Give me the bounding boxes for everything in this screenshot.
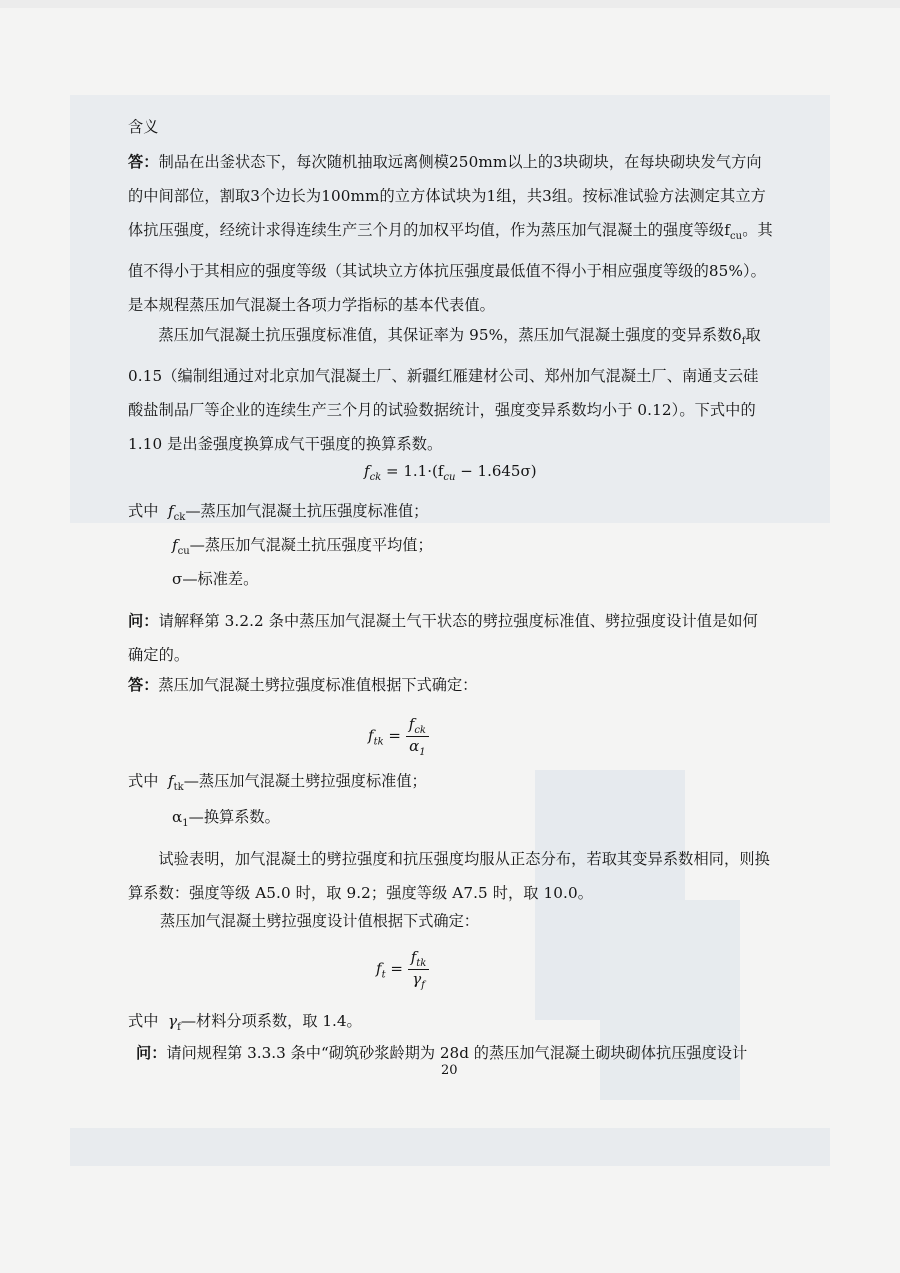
symbol-fck: f: [168, 502, 174, 520]
paragraph-3: 试验表明，加气混凝土的劈拉强度和抗压强度均服从正态分布，若取其变异系数相同，则换算系数：强度等级 A5.0 时，取 9.2；强度等级 A7.5 时，取 10.0。: [128, 850, 770, 902]
paragraph-4: 蒸压加气混凝土劈拉强度设计值根据下式确定：: [160, 912, 479, 930]
formula-3-numerator: $f_{tk}$: [408, 948, 430, 970]
definition-alpha1: —换算系数。: [188, 808, 280, 826]
symbol-alpha1-sub: 1: [182, 818, 189, 830]
formula-fck: [364, 462, 537, 483]
formula-2-eq: =: [383, 726, 406, 745]
where-2-line-2: [172, 806, 280, 829]
definition-ftk: —蒸压加气混凝土劈拉强度标准值；: [183, 772, 427, 790]
formula-2-lhs: f: [368, 726, 374, 745]
symbol-fck-sub: ck: [173, 512, 186, 524]
scan-shadow-bottom: [70, 1128, 830, 1166]
formula-2-numerator: $f_{ck}$: [406, 715, 429, 737]
formula-3-eq: =: [385, 959, 408, 978]
answer-1: [128, 145, 773, 322]
answer-2-label: 答：: [128, 676, 159, 694]
paragraph-2: [128, 318, 773, 461]
formula-1-lhs: f: [364, 462, 370, 480]
question-3: [136, 1042, 747, 1063]
where-3-prefix: 式中: [128, 1012, 159, 1030]
where-1-line-3: σ—标准差。: [172, 570, 259, 588]
paragraph-2-text: 蒸压加气混凝土抗压强度标准值，其保证率为 95%，蒸压加气混凝土强度的变异系数δ: [158, 326, 742, 344]
scan-shadow-right: [600, 900, 740, 1100]
definition-fcu: —蒸压加气混凝土抗压强度平均值；: [189, 536, 433, 554]
where-2-line-1: [128, 770, 427, 793]
symbol-gamma-f: γ: [168, 1012, 178, 1030]
question-3-text: 请问规程第 3.3.3 条中“砌筑砂浆龄期为 28d 的蒸压加气混凝土砌块砌体抗压强度设计: [166, 1044, 748, 1062]
formula-ftk: [368, 715, 429, 758]
where-1-line-1: [128, 500, 428, 523]
formula-ft: [376, 948, 429, 991]
answer-1-text: 制品在出釜状态下，每次随机抽取远离侧模250mm以上的3块砌块，在每块砌块发气方向的中间部位，割取3个边长为100mm的立方体试块为1组，共3组。按标准试验方法测定其立方体抗压强度，经统计求得连续生产三个月的加权平均值，作为蒸压加气混凝土的强度等级f: [128, 153, 766, 239]
definition-gamma-f: —材料分项系数，取 1.4。: [180, 1012, 362, 1030]
paragraph-2-rest: 取 0.15（编制组通过对北京加气混凝土厂、新疆红雁建材公司、郑州加气混凝土厂、南通支云硅酸盐制品厂等企业的连续生产三个月的试验数据统计，强度变异系数均小于 0.12）。下式中的 1.10 是出釜强度换算成气干强度的换算系数。: [128, 326, 761, 454]
formula-1-rhs-sub: cu: [443, 472, 456, 483]
formula-3-fraction: [408, 948, 430, 991]
formula-2-fraction: [406, 715, 429, 758]
where-2-prefix: 式中: [128, 772, 159, 790]
where-prefix: 式中: [128, 502, 159, 520]
symbol-gamma-f-sub: f: [177, 1022, 181, 1034]
formula-2-denominator: $\alpha_1$: [409, 737, 426, 758]
formula-1-lhs-sub: ck: [369, 472, 382, 483]
answer-1-sub: cu: [729, 231, 743, 243]
question-2: [128, 604, 773, 672]
formula-2-lhs-sub: tk: [373, 736, 384, 748]
formula-1-rhs: = 1.1·(f: [381, 462, 444, 480]
scan-edge: [0, 0, 900, 8]
where-3-line-1: [128, 1010, 362, 1033]
question-3-label: 问：: [136, 1044, 167, 1062]
symbol-fcu: f: [172, 536, 178, 554]
answer-2-text: 蒸压加气混凝土劈拉强度标准值根据下式确定：: [158, 676, 478, 694]
paragraph-2-sub: f: [741, 336, 746, 348]
answer-2: [128, 674, 477, 695]
section-heading: 含义: [128, 118, 159, 136]
answer-1-text-2: 。其值不得小于其相应的强度等级（其试块立方体抗压强度最低值不得小于相应强度等级的85%）。是本规程蒸压加气混凝土各项力学指标的基本代表值。: [128, 221, 773, 315]
symbol-fcu-sub: cu: [177, 546, 190, 558]
question-label: 问：: [128, 612, 159, 630]
answer-label: 答：: [128, 153, 159, 171]
symbol-ftk: f: [168, 772, 174, 790]
formula-1-rhs-2: − 1.645σ): [455, 462, 537, 480]
symbol-alpha1: α: [172, 808, 183, 826]
formula-3-denominator: $\gamma_f$: [412, 970, 425, 991]
page-number: 20: [441, 1063, 458, 1078]
where-1-line-2: [172, 534, 433, 557]
definition-fck: —蒸压加气混凝土抗压强度标准值；: [185, 502, 429, 520]
question-2-text: 请解释第 3.2.2 条中蒸压加气混凝土气干状态的劈拉强度标准值、劈拉强度设计值是如何确定的。: [128, 612, 758, 664]
formula-3-lhs-sub: t: [381, 969, 386, 981]
formula-3-lhs: f: [376, 959, 382, 978]
symbol-ftk-sub: tk: [173, 782, 184, 794]
